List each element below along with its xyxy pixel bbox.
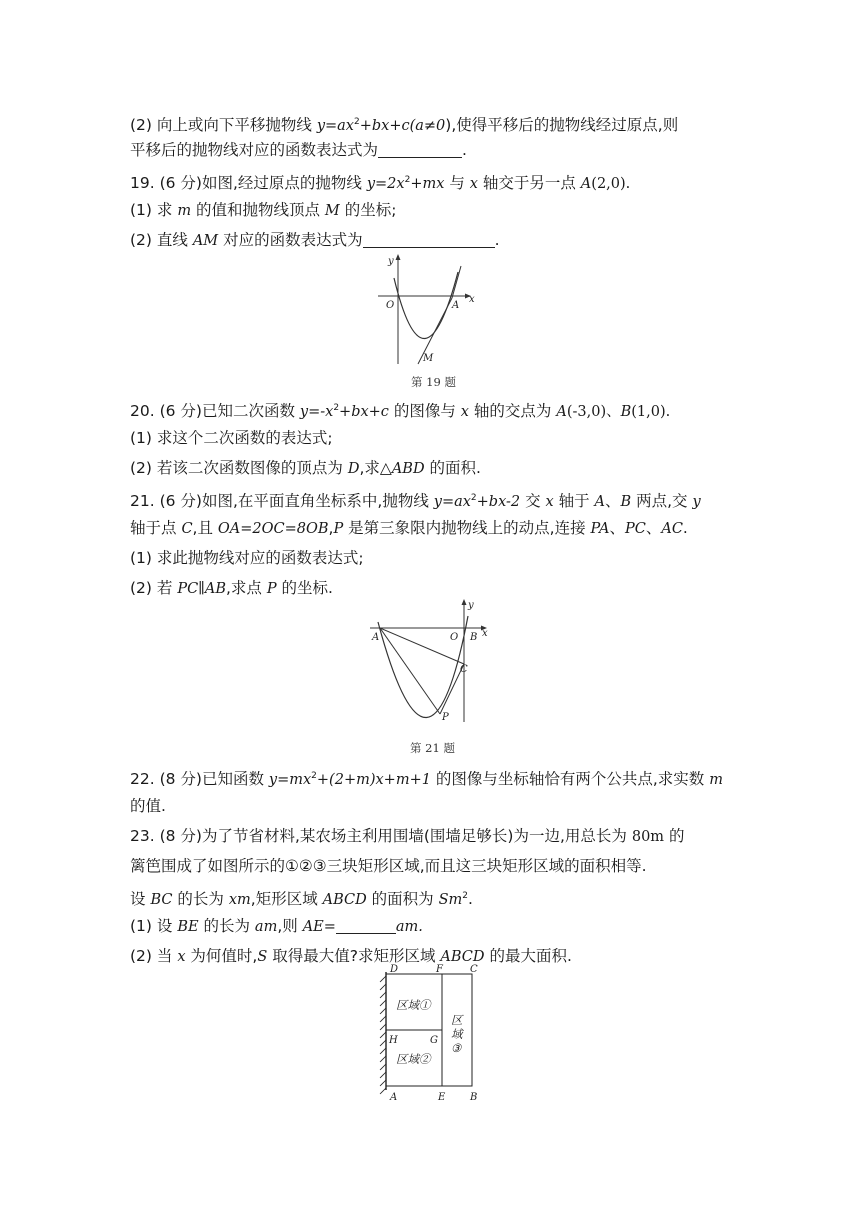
- point-f-label: F: [436, 964, 443, 975]
- answer-blank[interactable]: [378, 142, 462, 158]
- point-m-label: M: [423, 353, 434, 364]
- region-3-label-a: 区: [451, 1013, 463, 1027]
- point-h-label: H: [389, 1035, 398, 1046]
- q23-part2: (2) 当 x 为何值时,S 取得最大值?求矩形区域 ABCD 的最大面积.: [130, 947, 572, 965]
- point-c-label: C: [470, 964, 478, 975]
- q21-caption: 第 21 题: [410, 741, 455, 755]
- q19-part2: (2) 直线 AM 对应的函数表达式为 .: [130, 231, 500, 249]
- q22-stem: 22. (8 分)已知函数 $y=mx^2+(2+m)x+m+1$ 的图像与坐标轴恰有两个公共点,求实数 m: [130, 770, 723, 788]
- q23-figure: [374, 962, 494, 1104]
- point-d-label: D: [390, 964, 399, 975]
- region-2-label: 区域②: [396, 1052, 431, 1066]
- region-3-label-c: ③: [451, 1041, 462, 1055]
- point-a-label: A: [452, 300, 460, 311]
- x-axis-label: x: [482, 628, 488, 639]
- answer-blank[interactable]: [363, 232, 495, 248]
- q18-part2-line1: (2) 向上或向下平移抛物线 $y=ax^2+bx+c(a\ne 0)$,使得平移后的抛物线经过原点,则: [130, 116, 679, 134]
- q21-stem-line1: 21. (6 分)如图,在平面直角坐标系中,抛物线 $y=ax^2+bx-2$ 交 x 轴于 A、B 两点,交 y: [130, 492, 701, 510]
- point-e-label: E: [438, 1092, 446, 1103]
- q23-stem-line3: 设 BC 的长为 xm,矩形区域 ABCD 的面积为 Sm$^2$.: [130, 890, 473, 908]
- y-axis-label: y: [468, 600, 474, 611]
- q19-stem: 19. (6 分)如图,经过原点的抛物线 $y=2x^2+mx$ 与 x 轴交于另一点 A(2,0).: [130, 174, 631, 192]
- q19-caption: 第 19 题: [411, 375, 456, 389]
- q21-part2: (2) 若 PC∥AB,求点 P 的坐标.: [130, 579, 333, 597]
- answer-blank[interactable]: [336, 918, 396, 934]
- x-axis-label: x: [469, 294, 475, 305]
- q20-part2: (2) 若该二次函数图像的顶点为 D,求△ABD 的面积.: [130, 459, 481, 477]
- origin-label: O: [386, 300, 395, 311]
- q19-part1: (1) 求 m 的值和抛物线顶点 M 的坐标;: [130, 201, 397, 219]
- point-b-label: B: [470, 1092, 478, 1103]
- point-a-label: A: [390, 1092, 398, 1103]
- q23-part1: (1) 设 BE 的长为 am,则 AE= am.: [130, 917, 423, 935]
- point-p-label: P: [442, 712, 449, 723]
- point-c-label: C: [460, 664, 468, 675]
- q23-stem-line2: 篱笆围成了如图所示的①②③三块矩形区域,而且这三块矩形区域的面积相等.: [130, 857, 647, 875]
- point-g-label: G: [430, 1035, 438, 1046]
- region-1-label: 区域①: [396, 998, 431, 1012]
- q19-figure: [372, 252, 482, 372]
- q21-figure: [368, 598, 498, 734]
- q18-part2-line2: 平移后的抛物线对应的函数表达式为 .: [130, 141, 467, 159]
- q20-part1: (1) 求这个二次函数的表达式;: [130, 429, 333, 447]
- y-axis-label: y: [388, 256, 394, 267]
- q20-stem: 20. (6 分)已知二次函数 $y=-x^2+bx+c$ 的图像与 x 轴的交点为 A(-3,0)、B(1,0).: [130, 402, 671, 420]
- q22-stem-line2: 的值.: [130, 797, 166, 815]
- point-b-label: B: [470, 632, 478, 643]
- q21-stem-line2: 轴于点 C,且 OA=2OC=8OB,P 是第三象限内抛物线上的动点,连接 PA、PC、AC.: [130, 519, 688, 537]
- q21-part1: (1) 求此抛物线对应的函数表达式;: [130, 549, 364, 567]
- origin-label: O: [450, 632, 459, 643]
- region-3-label-b: 域: [451, 1027, 463, 1041]
- point-a-label: A: [372, 632, 380, 643]
- q23-stem-line1: 23. (8 分)为了节省材料,某农场主利用围墙(围墙足够长)为一边,用总长为 80m 的: [130, 827, 685, 845]
